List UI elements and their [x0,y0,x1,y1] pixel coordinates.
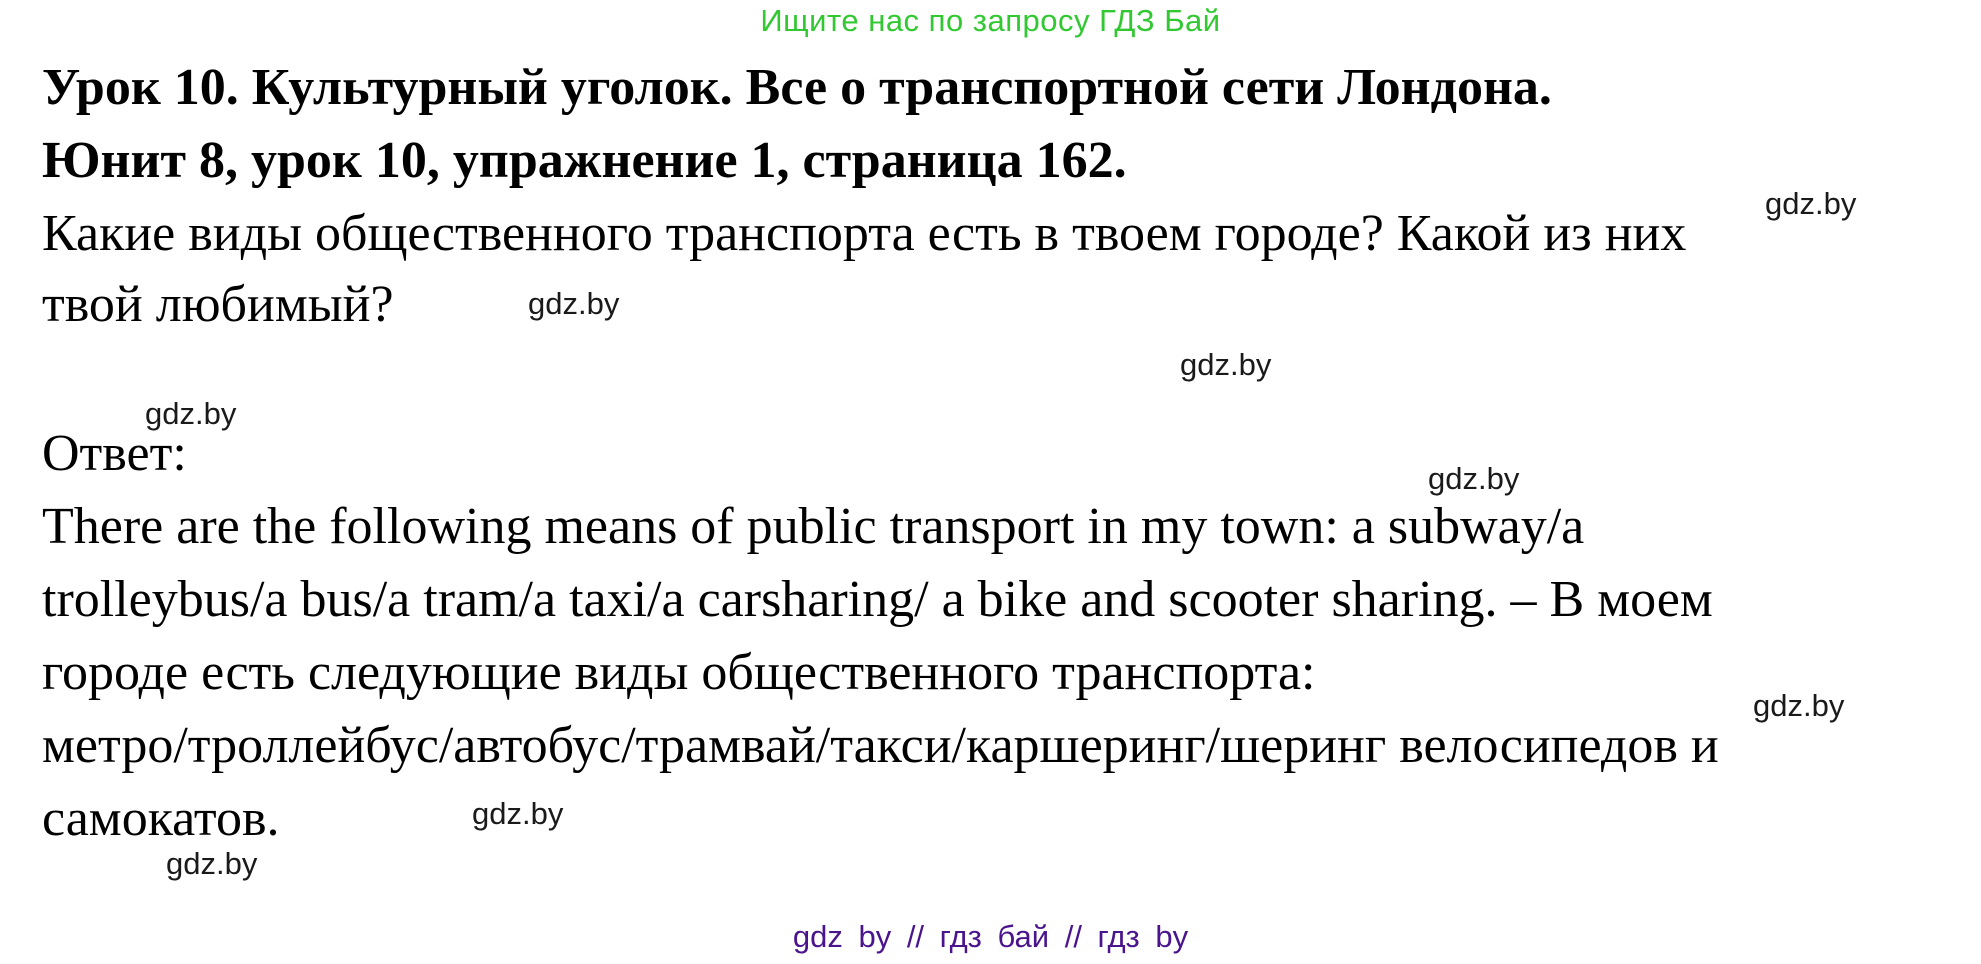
gdz-watermark: gdz.by [1428,461,1520,496]
answer-label: Ответ: [42,425,187,482]
answer-line-4: метро/троллейбус/автобус/трамвай/такси/каршеринг/шеринг велосипедов и [42,717,1719,774]
gdz-watermark: gdz.by [1765,186,1857,221]
answer-line-1: There are the following means of public transport in my town: a subway/a [42,498,1585,555]
gdz-watermark: gdz.by [145,396,237,431]
answer-line-5: самокатов. [42,790,280,847]
gdz-watermark: gdz.by [1753,688,1845,723]
footer-links: gdz by // гдз бай // гдз by [792,919,1189,954]
gdz-watermark: gdz.by [166,846,258,881]
lesson-title: Урок 10. Культурный уголок. Все о транспортной сети Лондона. [42,59,1552,116]
answer-line-3: городе есть следующие виды общественного транспорта: [42,644,1316,701]
exercise-subtitle: Юнит 8, урок 10, упражнение 1, страница 162. [42,132,1127,189]
gdz-watermark: gdz.by [1180,347,1272,382]
promo-banner: Ищите нас по запросу ГДЗ Бай [760,3,1221,38]
gdz-watermark: gdz.by [528,286,620,321]
question-line-2: твой любимый? [42,276,394,333]
gdz-watermark: gdz.by [472,796,564,831]
question-line-1: Какие виды общественного транспорта есть в твоем городе? Какой из них [42,205,1687,262]
answer-line-2: trolleybus/a bus/a tram/a taxi/a carsharing/ a bike and scooter sharing. – В моем [42,571,1713,628]
